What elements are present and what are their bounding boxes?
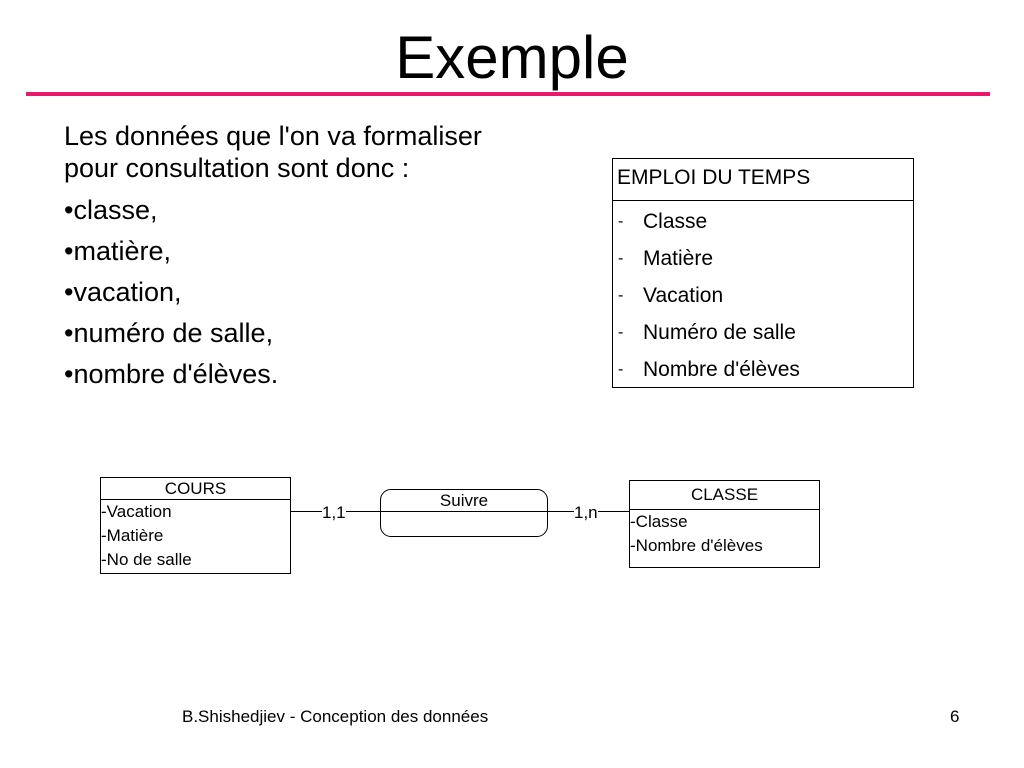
emploi-du-temps-header: EMPLOI DU TEMPS: [613, 159, 913, 201]
bullet-item-numero-salle: •numéro de salle,: [64, 318, 274, 348]
bullet-item-vacation: •vacation,: [64, 277, 182, 307]
bullet-item-nombre-eleves: •nombre d'élèves.: [64, 359, 279, 389]
emploi-item-label: Vacation: [643, 284, 724, 307]
emploi-item-numero-salle: [613, 316, 913, 353]
intro-paragraph: Les données que l'on va formaliser pour consultation sont donc :: [64, 121, 482, 183]
body-text: [64, 120, 534, 399]
slide-title: Exemple: [395, 24, 629, 91]
relation-name: Suivre: [381, 490, 547, 512]
entity-classe-name: CLASSE: [630, 481, 819, 510]
entity-attribute: -Vacation: [101, 502, 172, 521]
entity-attribute: -Classe: [630, 512, 688, 531]
emploi-item-vacation: [613, 279, 913, 316]
list-dash: -: [618, 287, 624, 304]
cardinality-right: 1,n: [574, 503, 598, 522]
emploi-du-temps-box: [612, 158, 914, 388]
footer-text: B.Shishedjiev - Conception des données: [182, 707, 489, 726]
bullet-item-classe: •classe,: [64, 195, 158, 225]
emploi-du-temps-list: [613, 201, 913, 390]
list-dash: -: [618, 324, 624, 341]
list-dash: -: [618, 361, 624, 378]
relation-suivre: [380, 489, 548, 537]
emploi-item-label: Numéro de salle: [643, 321, 796, 344]
list-dash: -: [618, 213, 624, 230]
bullet-list: [64, 194, 534, 390]
page-number: 6: [950, 707, 960, 726]
emploi-item-classe: [613, 205, 913, 242]
title-divider: [26, 92, 990, 96]
emploi-item-label: Matière: [643, 247, 714, 270]
emploi-item-nombre-eleves: [613, 353, 913, 390]
entity-cours: [100, 477, 291, 574]
entity-cours-name: COURS: [101, 478, 290, 500]
entity-attribute: -No de salle: [101, 550, 192, 569]
list-dash: -: [618, 250, 624, 267]
entity-classe-attributes: [630, 510, 819, 558]
emploi-item-label: Classe: [643, 210, 708, 233]
entity-attribute: -Matière: [101, 526, 164, 545]
bullet-item-matiere: •matière,: [64, 236, 171, 266]
entity-classe: [629, 480, 820, 568]
entity-attribute: -Nombre d'élèves: [630, 536, 763, 555]
entity-cours-attributes: [101, 500, 290, 572]
cardinality-left: 1,1: [322, 503, 346, 522]
emploi-item-matiere: [613, 242, 913, 279]
emploi-item-label: Nombre d'élèves: [643, 358, 800, 381]
